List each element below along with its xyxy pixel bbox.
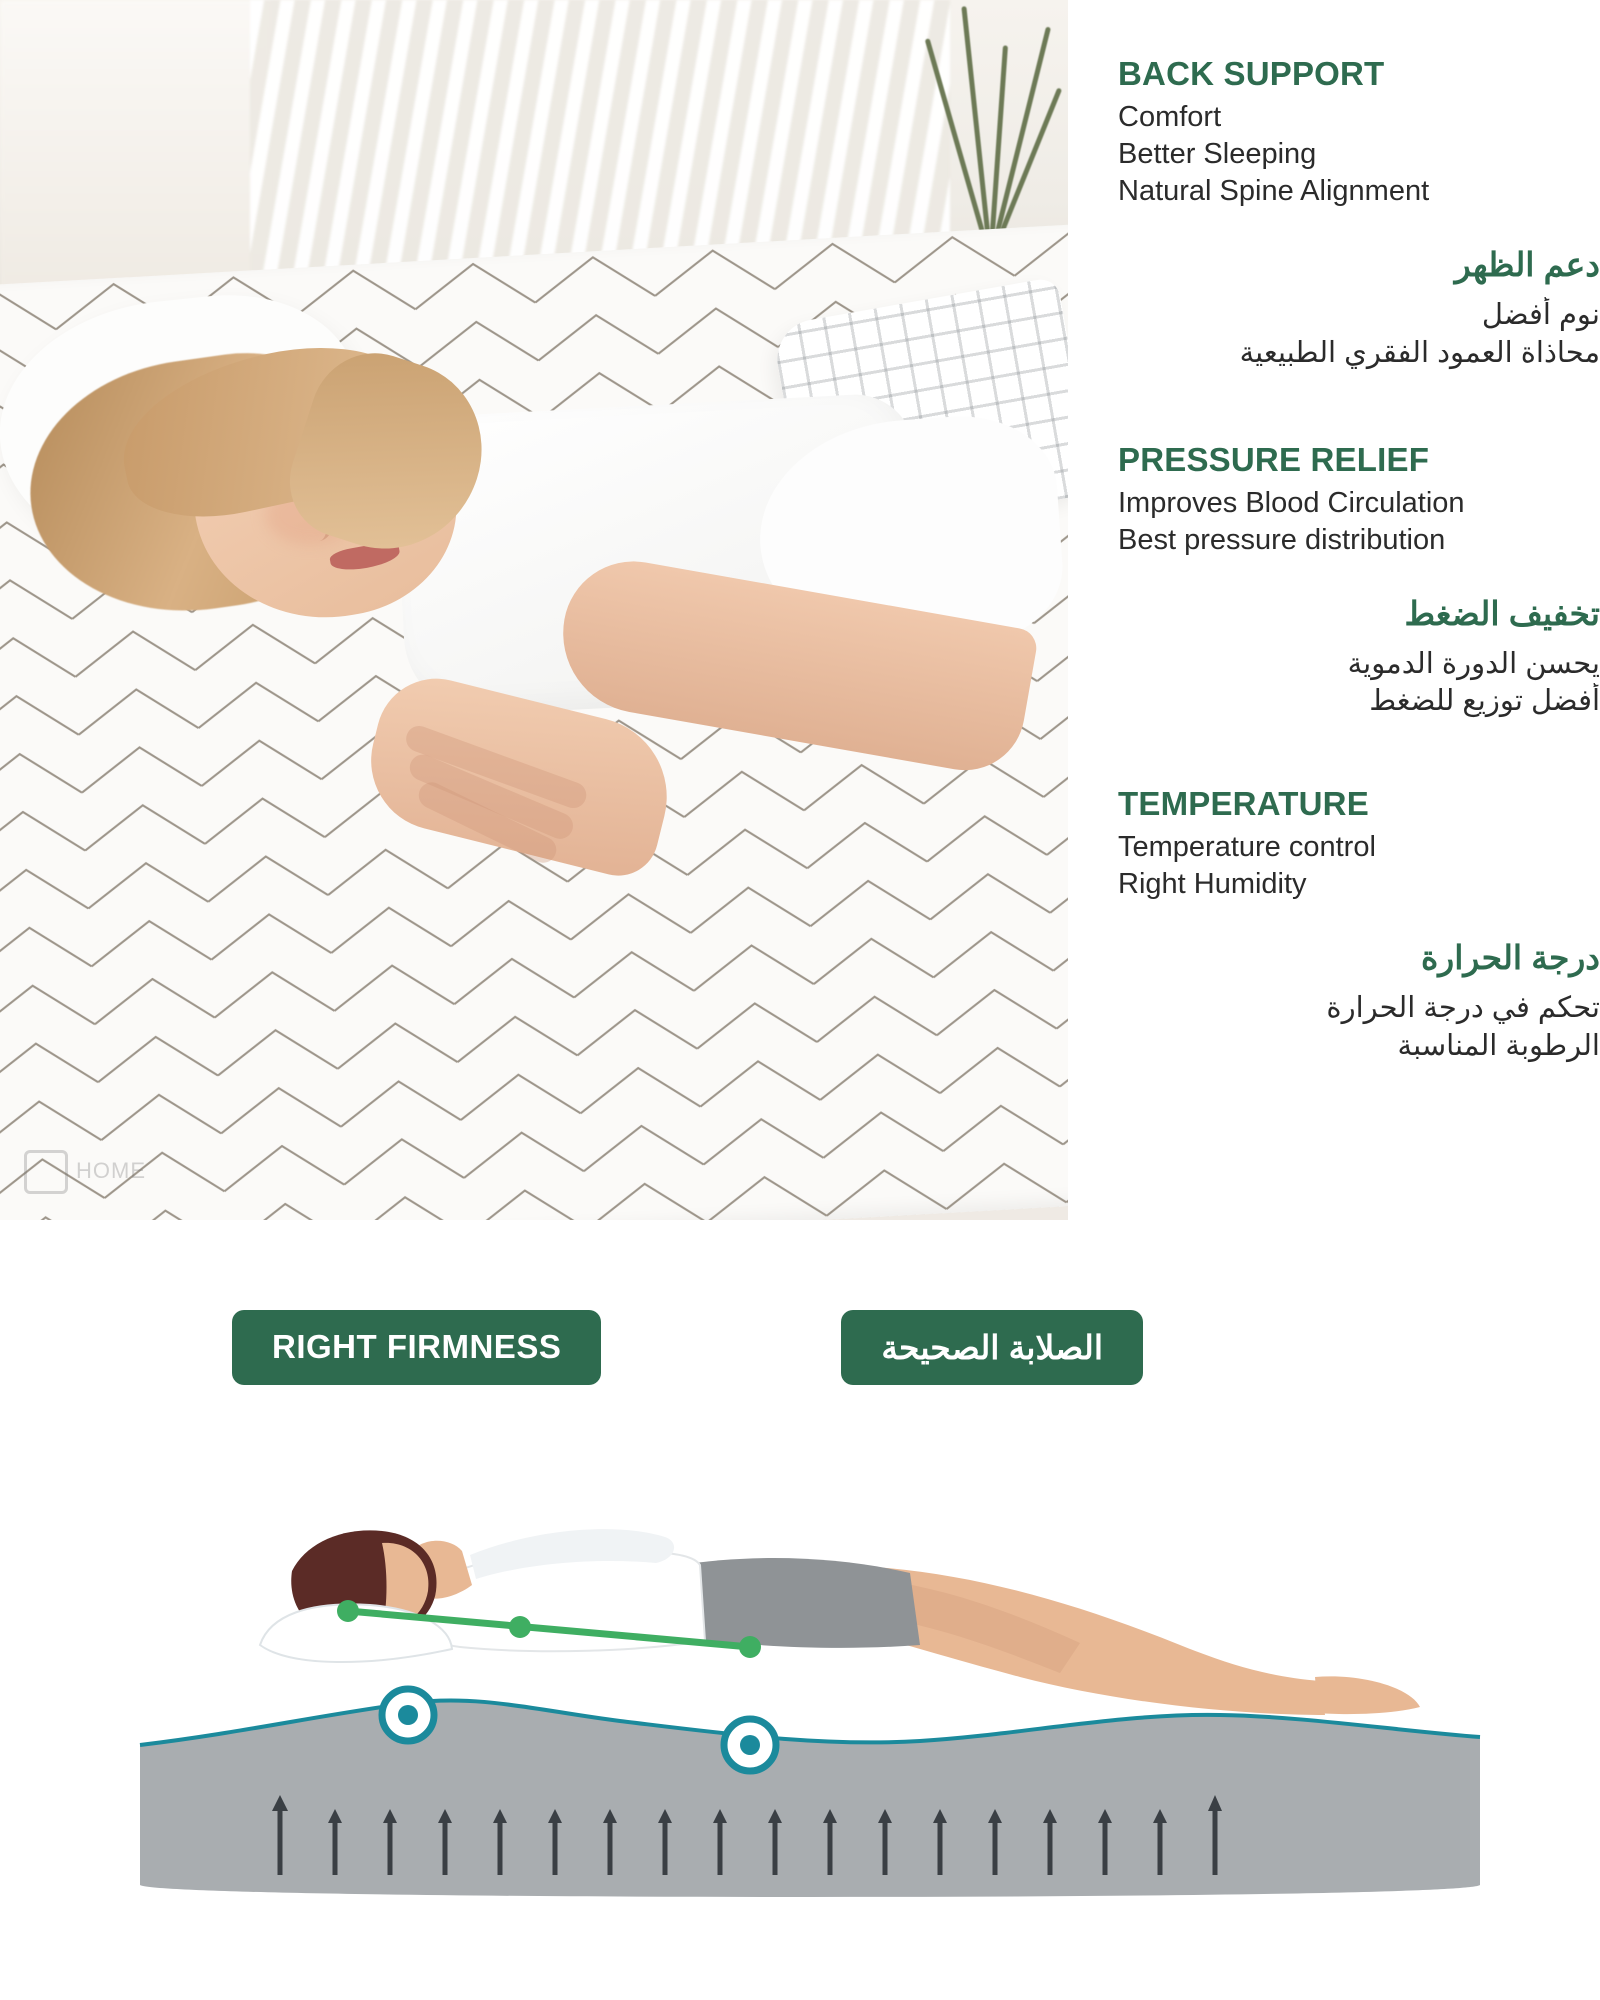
feature-line-en: Better Sleeping	[1118, 138, 1317, 171]
sleeping-woman-photo	[0, 0, 1068, 1220]
feature-line-ar: الرطوبة المناسبة	[1397, 1029, 1600, 1062]
person-foot	[1315, 1676, 1420, 1714]
feature-line-ar: أفضل توزيع للضغط	[1369, 685, 1600, 718]
feature-line-en: Best pressure distribution	[1118, 523, 1446, 556]
feature-back-support	[1118, 55, 1600, 373]
spacer	[1118, 379, 1600, 441]
spacer	[1118, 727, 1600, 785]
feature-line-ar: يحسن الدورة الدموية	[1347, 647, 1600, 680]
feature-temperature	[1118, 785, 1600, 1065]
feature-title-ar: تخفيف الضغط	[1404, 594, 1600, 632]
person-shorts	[680, 1558, 920, 1648]
spine-point-hip	[739, 1636, 761, 1658]
feature-arabic-block	[1118, 937, 1600, 1065]
plant-icon	[928, 0, 1048, 260]
brand-watermark	[24, 1150, 146, 1194]
spine-point-head	[337, 1600, 359, 1622]
feature-arabic-block	[1118, 244, 1600, 372]
feature-title-ar: دعم الظهر	[1454, 246, 1600, 284]
feature-title-en: PRESSURE RELIEF	[1118, 440, 1430, 478]
badge-right-firmness-ar: الصلابة الصحيحة	[841, 1310, 1143, 1385]
firmness-diagram	[120, 1415, 1500, 1975]
spine-point-middle	[509, 1616, 531, 1638]
feature-line-ar: نوم أفضل	[1481, 299, 1600, 332]
feature-pressure-relief	[1118, 441, 1600, 721]
watermark-text: HOME	[76, 1157, 146, 1183]
feature-line-en: Right Humidity	[1118, 868, 1307, 901]
feature-line-en: Improves Blood Circulation	[1118, 486, 1465, 519]
feature-title-en: TEMPERATURE	[1118, 785, 1369, 823]
mattress-body	[140, 1700, 1480, 1897]
badge-row	[0, 1310, 1600, 1385]
feature-title-en: BACK SUPPORT	[1118, 55, 1385, 92]
feature-line-en: Natural Spine Alignment	[1118, 175, 1430, 208]
bottom-section	[0, 1250, 1600, 2000]
watermark-logo-icon	[24, 1150, 68, 1194]
feature-line-en: Comfort	[1118, 101, 1222, 133]
feature-line-ar: تحكم في درجة الحرارة	[1326, 992, 1600, 1025]
feature-title-ar: درجة الحرارة	[1420, 939, 1600, 977]
feature-arabic-block	[1118, 593, 1600, 721]
badge-right-firmness-en: RIGHT FIRMNESS	[232, 1310, 601, 1385]
person-sleeping	[0, 300, 1068, 920]
feature-line-ar: محاذاة العمود الفقري الطبيعية	[1239, 336, 1600, 369]
features-column	[1068, 0, 1600, 1250]
feature-line-en: Temperature control	[1118, 831, 1376, 864]
